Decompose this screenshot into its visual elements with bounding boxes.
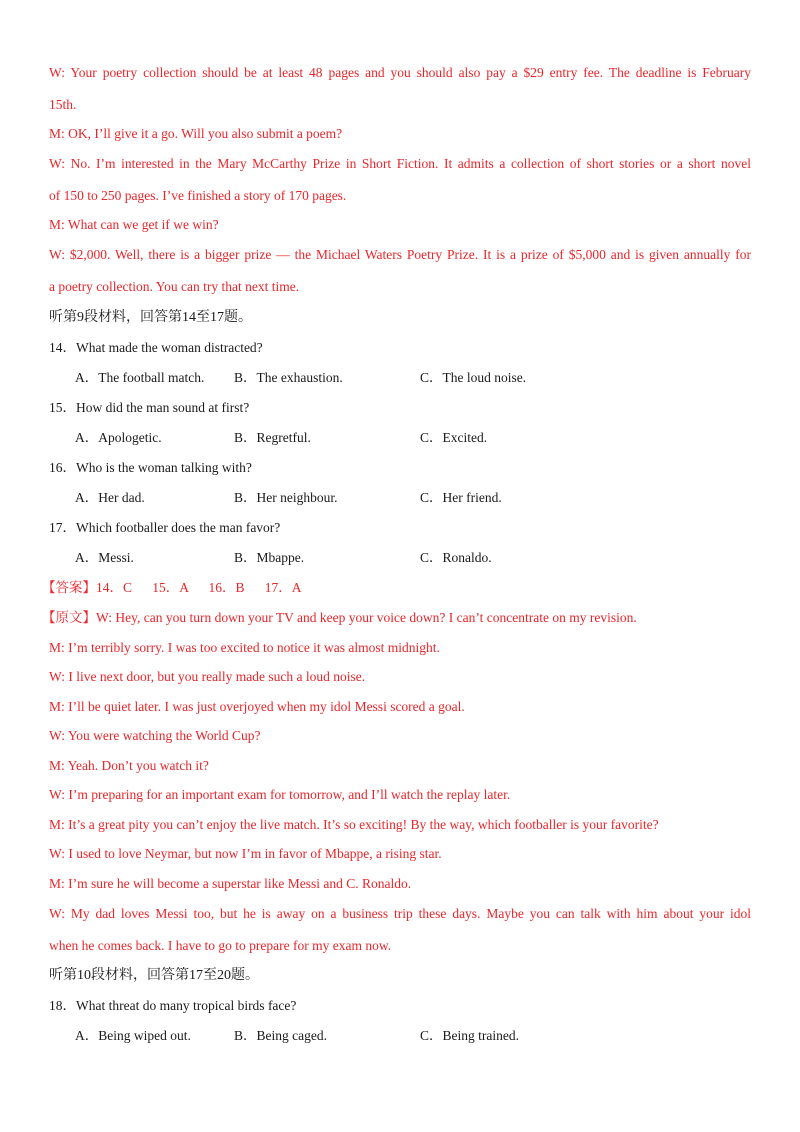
answer-text: 14．C 15．A 16．B 17．A	[96, 580, 302, 595]
option-b: B．Regretful.	[234, 430, 311, 445]
dialog-line: M: It’s a great pity you can’t enjoy the live match. It’s so exciting! By the way, which footballer is your favorite?	[49, 817, 659, 832]
dialog-line: W: $2,000. Well, there is a bigger prize — the Michael Waters Poetry Prize. It is a prize of $5,000 and is given annually for	[49, 247, 751, 262]
answer-line	[42, 579, 302, 597]
option-a: A．Messi.	[75, 550, 134, 565]
dialog-line: M: I’m sure he will become a superstar like Messi and C. Ronaldo.	[49, 876, 412, 891]
dialog-line: of 150 to 250 pages. I’ve finished a story of 170 pages.	[49, 188, 347, 203]
option-c: C．Her friend.	[420, 490, 502, 505]
question-17: 17．Which footballer does the man favor?	[49, 520, 281, 535]
dialog-line: M: What can we get if we win?	[49, 217, 219, 232]
question-18: 18．What threat do many tropical birds face?	[49, 998, 297, 1013]
dialog-line: M: I’ll be quiet later. I was just overjoyed when my idol Messi scored a goal.	[49, 699, 465, 714]
option-a: A．Apologetic.	[75, 430, 162, 445]
dialog-line: W: Your poetry collection should be at least 48 pages and you should also pay a $29 entry fee. The deadline is February	[49, 65, 751, 80]
option-c: C．Being trained.	[420, 1028, 519, 1043]
option-a: A．The football match.	[75, 370, 205, 385]
option-c: C．The loud noise.	[420, 370, 527, 385]
dialog-line: W: Hey, can you turn down your TV and keep your voice down? I can’t concentrate on my revision.	[96, 610, 637, 625]
dialog-line: W: I live next door, but you really made such a loud noise.	[49, 669, 366, 684]
dialog-line: a poetry collection. You can try that next time.	[49, 279, 300, 294]
question-15: 15．How did the man sound at first?	[49, 400, 250, 415]
dialog-line: M: OK, I’ll give it a go. Will you also submit a poem?	[49, 126, 343, 141]
dialog-line: W: You were watching the World Cup?	[49, 728, 261, 743]
section-heading: 听第10段材料，回答第17至20题。	[49, 968, 259, 983]
original-line	[42, 609, 637, 627]
dialog-line: W: No. I’m interested in the Mary McCarthy Prize in Short Fiction. It admits a collection of short stories or a short novel	[49, 156, 751, 171]
question-14: 14．What made the woman distracted?	[49, 340, 263, 355]
dialog-line: 15th.	[49, 97, 77, 112]
dialog-line: W: My dad loves Messi too, but he is away on a business trip these days. Maybe you can talk with him about your idol	[49, 906, 751, 921]
dialog-line: W: I used to love Neymar, but now I’m in favor of Mbappe, a rising star.	[49, 846, 442, 861]
option-c: C．Ronaldo.	[420, 550, 492, 565]
section-heading: 听第9段材料，回答第14至17题。	[49, 310, 252, 325]
option-b: B．Being caged.	[234, 1028, 327, 1043]
option-a: A．Her dad.	[75, 490, 145, 505]
original-label: 【原文】	[42, 610, 96, 625]
dialog-line: W: I’m preparing for an important exam for tomorrow, and I’ll watch the replay later.	[49, 787, 511, 802]
option-a: A．Being wiped out.	[75, 1028, 191, 1043]
option-b: B．Her neighbour.	[234, 490, 338, 505]
option-b: B．The exhaustion.	[234, 370, 343, 385]
answer-label: 【答案】	[42, 580, 96, 595]
dialog-line: M: I’m terribly sorry. I was too excited to notice it was almost midnight.	[49, 640, 440, 655]
dialog-line: M: Yeah. Don’t you watch it?	[49, 758, 209, 773]
option-b: B．Mbappe.	[234, 550, 305, 565]
question-16: 16．Who is the woman talking with?	[49, 460, 252, 475]
dialog-line: when he comes back. I have to go to prepare for my exam now.	[49, 938, 392, 953]
option-c: C．Excited.	[420, 430, 488, 445]
